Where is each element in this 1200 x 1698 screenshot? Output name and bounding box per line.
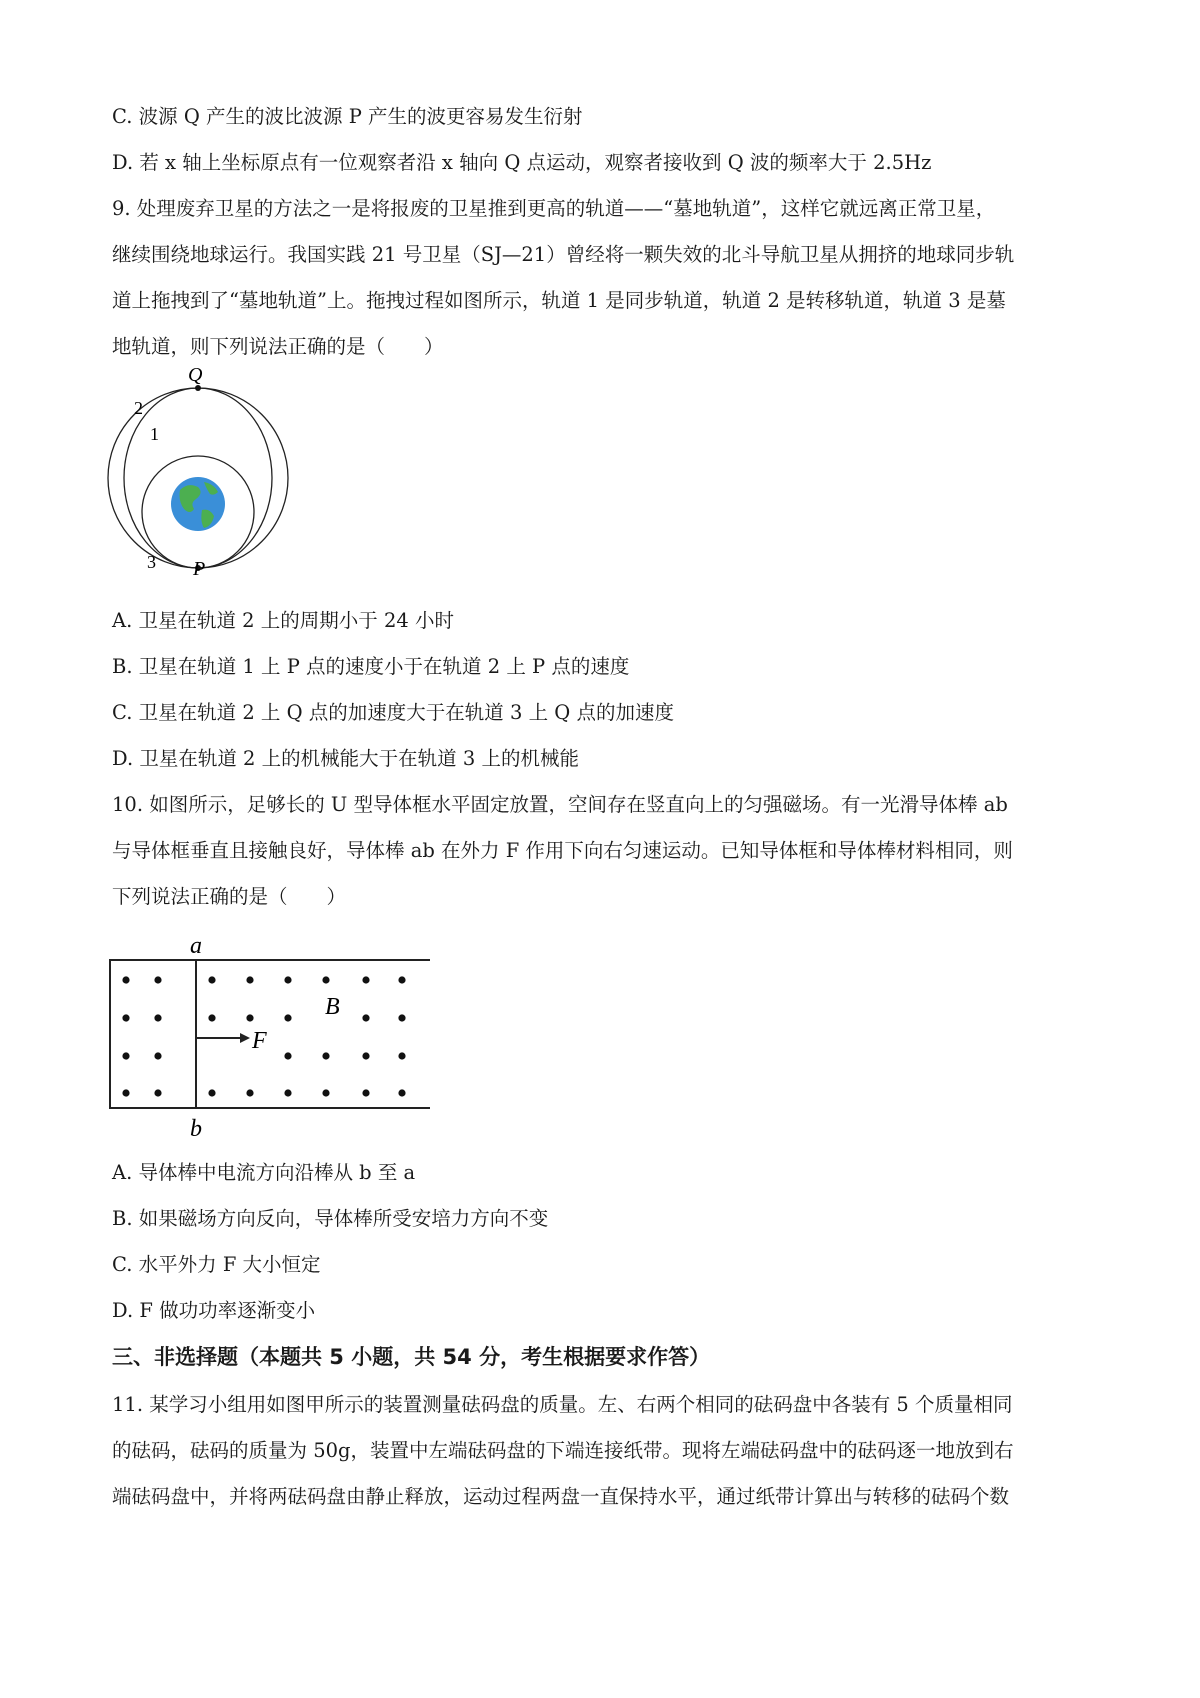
- q9-option-c: C. 卫星在轨道 2 上 Q 点的加速度大于在轨道 3 上 Q 点的加速度: [112, 701, 674, 724]
- field-dot: [362, 1014, 369, 1021]
- field-dot: [284, 1014, 291, 1021]
- q10-stem-line-1: 10. 如图所示，足够长的 U 型导体框水平固定放置，空间存在竖直向上的匀强磁场。有一光滑导体棒 ab: [112, 793, 1008, 816]
- q9-orbit-figure: [100, 364, 300, 580]
- field-dot: [398, 1014, 405, 1021]
- q9-stem-line-3: 道上拖拽到了“墓地轨道”上。拖拽过程如图所示，轨道 1 是同步轨道，轨道 2 是转移轨道，轨道 3 是墓: [112, 289, 1006, 312]
- earth-icon: [171, 477, 225, 531]
- q10-option-d: D. F 做功功率逐渐变小: [112, 1299, 316, 1322]
- label-orbit-3: 3: [147, 552, 156, 572]
- field-dot: [154, 1089, 161, 1096]
- label-q: Q: [188, 364, 203, 386]
- label-a: a: [190, 933, 202, 959]
- label-F: F: [252, 1028, 267, 1054]
- q8-option-d: D. 若 x 轴上坐标原点有一位观察者沿 x 轴向 Q 点运动，观察者接收到 Q 波的频率大于 2.5Hz: [112, 151, 932, 174]
- label-b: b: [190, 1116, 202, 1142]
- q10-option-b: B. 如果磁场方向反向，导体棒所受安培力方向不变: [112, 1207, 549, 1230]
- q11-stem-line-1: 11. 某学习小组用如图甲所示的装置测量砝码盘的质量。左、右两个相同的砝码盘中各装有 5 个质量相同: [112, 1393, 1013, 1416]
- label-p: P: [193, 558, 206, 580]
- q10-stem-line-2: 与导体框垂直且接触良好，导体棒 ab 在外力 F 作用下向右匀速运动。已知导体框和导体棒材料相同，则: [112, 839, 1013, 862]
- label-orbit-2: 2: [134, 398, 143, 418]
- field-dot: [284, 1052, 291, 1059]
- q11-stem-line-3: 端砝码盘中，并将两砝码盘由静止释放，运动过程两盘一直保持水平，通过纸带计算出与转移的砝码个数: [112, 1485, 1010, 1508]
- force-arrow-icon: [196, 1033, 250, 1043]
- field-dot: [154, 976, 161, 983]
- field-dot: [246, 976, 253, 983]
- field-dot: [284, 1089, 291, 1096]
- field-dot: [154, 1014, 161, 1021]
- field-dot: [398, 1089, 405, 1096]
- section-3-heading: 三、非选择题（本题共 5 小题，共 54 分，考生根据要求作答）: [112, 1345, 711, 1369]
- field-dot: [122, 976, 129, 983]
- q10-field-figure: [100, 928, 460, 1140]
- field-dot: [322, 976, 329, 983]
- field-dot: [246, 1014, 253, 1021]
- field-dot: [362, 1052, 369, 1059]
- field-dot: [122, 1089, 129, 1096]
- field-dot: [208, 976, 215, 983]
- field-dot: [122, 1052, 129, 1059]
- q10-option-c: C. 水平外力 F 大小恒定: [112, 1253, 321, 1276]
- q9-option-b: B. 卫星在轨道 1 上 P 点的速度小于在轨道 2 上 P 点的速度: [112, 655, 630, 678]
- label-orbit-1: 1: [150, 424, 159, 444]
- q9-option-a: A. 卫星在轨道 2 上的周期小于 24 小时: [112, 609, 454, 632]
- field-dot: [398, 1052, 405, 1059]
- q8-option-c: C. 波源 Q 产生的波比波源 P 产生的波更容易发生衍射: [112, 105, 583, 128]
- field-dot: [208, 1014, 215, 1021]
- q9-stem-line-4: 地轨道，则下列说法正确的是（ ）: [112, 335, 444, 358]
- q9-stem-line-2: 继续围绕地球运行。我国实践 21 号卫星（SJ—21）曾经将一颗失效的北斗导航卫星从拥挤的地球同步轨: [112, 243, 1015, 266]
- label-B: B: [325, 994, 340, 1020]
- field-dot: [284, 976, 291, 983]
- q11-stem-line-2: 的砝码，砝码的质量为 50g，装置中左端砝码盘的下端连接纸带。现将左端砝码盘中的砝码逐一地放到右: [112, 1439, 1014, 1462]
- field-dot: [246, 1089, 253, 1096]
- q9-stem-line-1: 9. 处理废弃卫星的方法之一是将报废的卫星推到更高的轨道——“墓地轨道”，这样它就远离正常卫星，: [112, 197, 996, 220]
- field-dot: [362, 976, 369, 983]
- field-dot: [122, 1014, 129, 1021]
- q10-stem-line-3: 下列说法正确的是（ ）: [112, 885, 347, 908]
- field-dot: [322, 1052, 329, 1059]
- q9-option-d: D. 卫星在轨道 2 上的机械能大于在轨道 3 上的机械能: [112, 747, 579, 770]
- q10-option-a: A. 导体棒中电流方向沿棒从 b 至 a: [112, 1161, 416, 1184]
- field-dot: [154, 1052, 161, 1059]
- field-dot: [398, 976, 405, 983]
- field-dot: [208, 1089, 215, 1096]
- field-dot: [322, 1089, 329, 1096]
- field-dot: [362, 1089, 369, 1096]
